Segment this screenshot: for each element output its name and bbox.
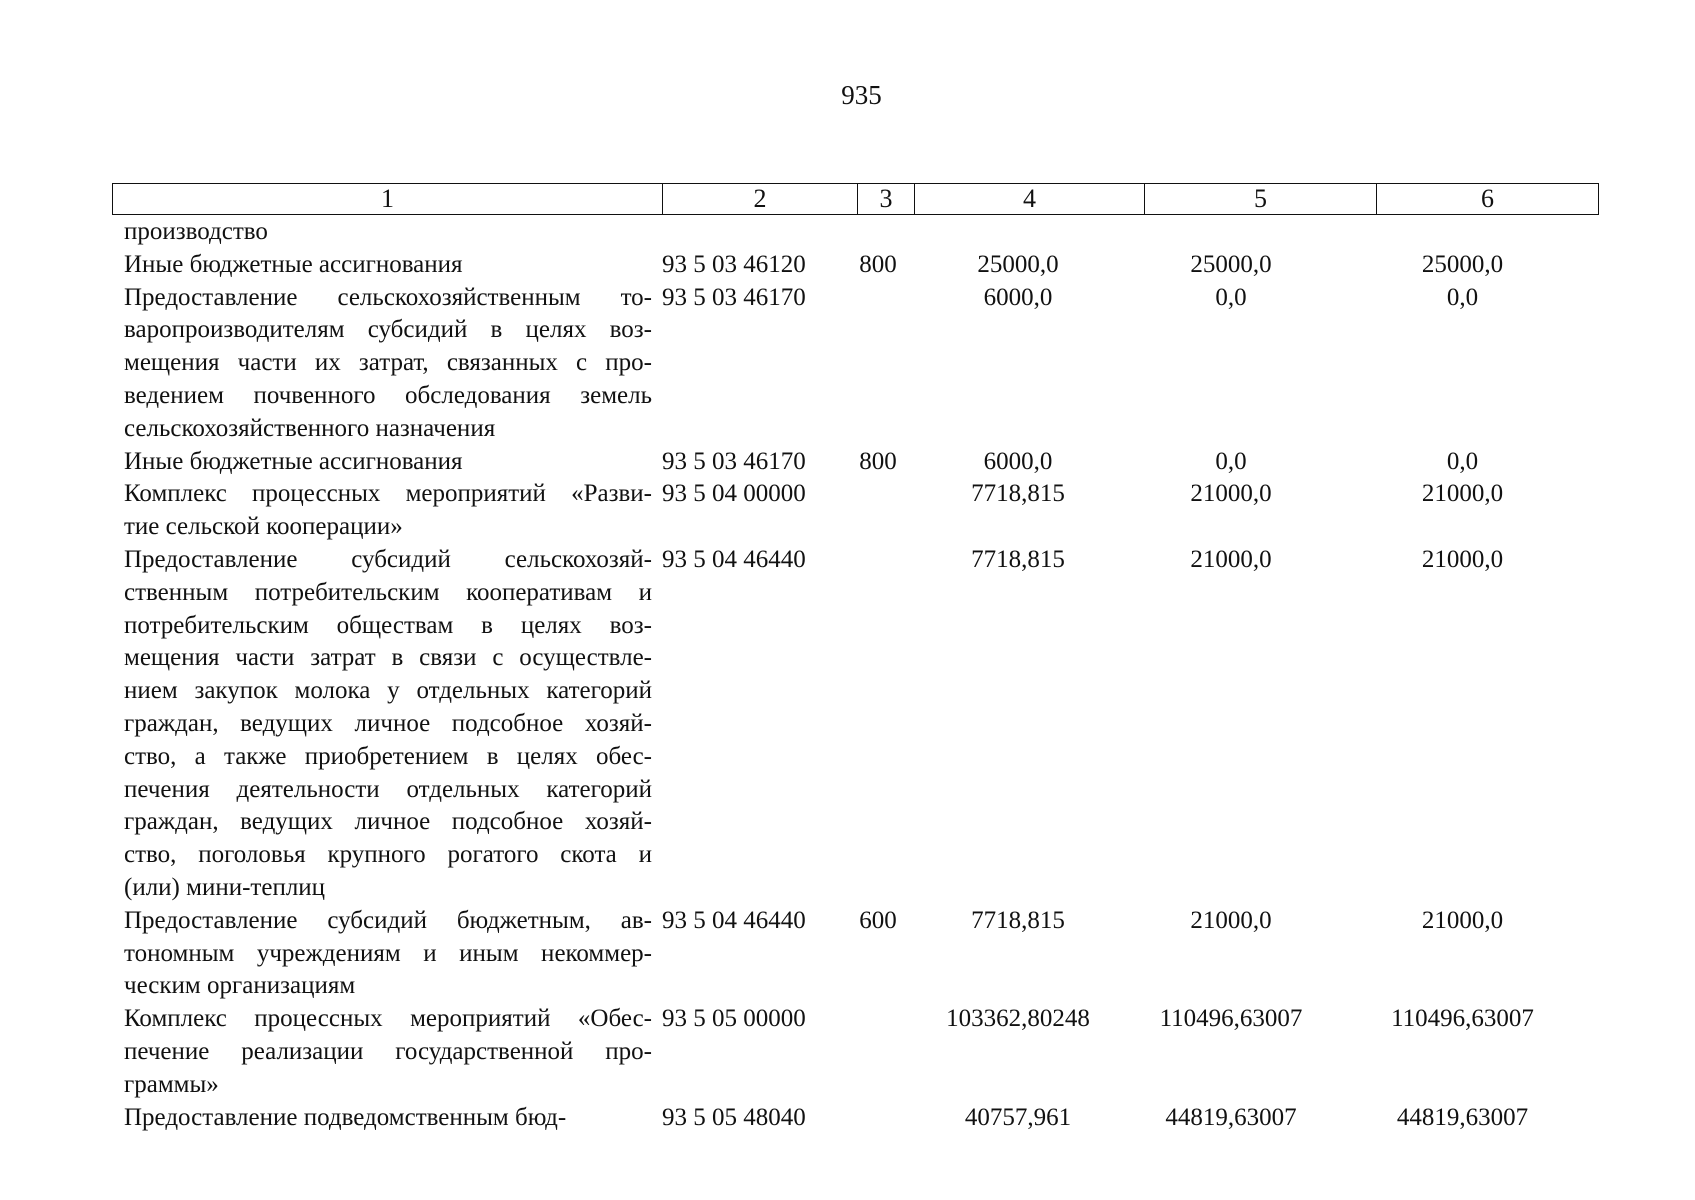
column-header-5: 5 xyxy=(1145,184,1377,215)
row-code: 93 5 03 46170 xyxy=(662,283,806,311)
description-line: граждан, ведущих личное подсобное хозяй- xyxy=(124,808,652,836)
row-value-col5: 21000,0 xyxy=(1190,480,1272,508)
row-value-col6: 21000,0 xyxy=(1421,545,1504,573)
description-line: Иные бюджетные ассигнования xyxy=(124,447,463,475)
column-header-4: 4 xyxy=(915,184,1145,215)
column-header-6: 6 xyxy=(1377,184,1599,215)
row-description xyxy=(112,1102,652,1135)
description-line: производство xyxy=(124,218,268,245)
row-value-col6: 0,0 xyxy=(1446,283,1479,311)
table-row xyxy=(112,544,1598,905)
row-value-col4: 103362,80248 xyxy=(946,1005,1090,1033)
table-row xyxy=(112,216,1598,249)
row-description xyxy=(112,282,652,446)
description-line: мещения части их затрат, связанных с про- xyxy=(124,349,652,377)
column-header-row xyxy=(113,184,1599,215)
row-value-col5: 21000,0 xyxy=(1190,906,1272,934)
row-code: 93 5 04 46440 xyxy=(662,545,806,573)
row-description xyxy=(112,1003,652,1101)
budget-table-body xyxy=(112,216,1598,1134)
row-code: 93 5 05 00000 xyxy=(662,1005,806,1033)
row-value-col4: 7718,815 xyxy=(971,545,1065,573)
description-line: Комплекс процессных мероприятий «Разви- xyxy=(124,480,652,508)
table-row xyxy=(112,478,1598,544)
description-line: ческим организациям xyxy=(124,972,356,1000)
description-line: потребительским обществам в целях воз- xyxy=(124,611,652,639)
description-line: тономным учреждениям и иным некоммер- xyxy=(124,939,652,967)
description-line: (или) мини-теплиц xyxy=(124,873,326,901)
row-value-col5: 21000,0 xyxy=(1190,545,1272,573)
row-value-col4: 7718,815 xyxy=(971,906,1065,934)
description-line: Предоставление сельскохозяйственным то- xyxy=(124,283,652,311)
row-value-col6: 44819,63007 xyxy=(1396,1103,1529,1131)
row-value-col6: 21000,0 xyxy=(1421,906,1504,934)
description-line: Предоставление субсидий сельскохозяй- xyxy=(124,545,652,573)
description-line: варопроизводителям субсидий в целях воз- xyxy=(124,316,652,344)
description-line: Предоставление субсидий бюджетным, ав- xyxy=(124,906,652,934)
column-header-2: 2 xyxy=(663,184,858,215)
row-value-col6: 0,0 xyxy=(1446,447,1479,475)
description-line: граммы» xyxy=(124,1070,219,1098)
description-line: ство, поголовья крупного рогатого скота и xyxy=(124,841,652,869)
row-value-col6: 110496,63007 xyxy=(1391,1005,1534,1033)
row-code: 93 5 03 46170 xyxy=(662,447,806,475)
row-code: 93 5 04 00000 xyxy=(662,480,806,508)
row-expense-type: 800 xyxy=(859,447,897,475)
description-line: тие сельской кооперации» xyxy=(124,513,403,541)
table-row xyxy=(112,1003,1598,1101)
row-description xyxy=(112,905,652,1003)
table-row xyxy=(112,282,1598,446)
row-value-col6: 25000,0 xyxy=(1421,250,1504,278)
row-value-col5: 25000,0 xyxy=(1190,250,1272,278)
table-row xyxy=(112,905,1598,1003)
description-line: граждан, ведущих личное подсобное хозяй- xyxy=(124,709,652,737)
page-number: 935 xyxy=(841,80,882,110)
row-value-col5: 0,0 xyxy=(1215,283,1247,311)
table-row xyxy=(112,446,1598,479)
description-line: Иные бюджетные ассигнования xyxy=(124,250,463,278)
row-value-col4: 7718,815 xyxy=(971,480,1065,508)
row-value-col6: 21000,0 xyxy=(1421,480,1504,508)
description-line: Комплекс процессных мероприятий «Обес- xyxy=(124,1005,652,1033)
row-description xyxy=(112,446,652,479)
description-line: сельскохозяйственного назначения xyxy=(124,414,496,442)
row-description xyxy=(112,249,652,282)
description-line: печение реализации государственной про- xyxy=(124,1037,652,1065)
row-description xyxy=(112,478,652,544)
column-header-table xyxy=(112,183,1599,215)
row-value-col4: 6000,0 xyxy=(983,283,1053,311)
description-line: нием закупок молока у отдельных категорий xyxy=(124,677,652,705)
row-code: 93 5 05 48040 xyxy=(662,1103,806,1131)
description-line: ственным потребительским кооперативам и xyxy=(124,578,652,606)
table-row xyxy=(112,1102,1598,1135)
description-line: ведением почвенного обследования земель xyxy=(124,381,652,409)
row-description xyxy=(112,216,652,249)
row-value-col4: 6000,0 xyxy=(983,447,1053,475)
row-value-col5: 0,0 xyxy=(1215,447,1247,475)
row-value-col5: 110496,63007 xyxy=(1159,1005,1303,1033)
row-expense-type: 600 xyxy=(859,906,897,934)
table-row xyxy=(112,249,1598,282)
row-code: 93 5 04 46440 xyxy=(662,906,806,934)
description-line: ство, а также приобретением в целях обес- xyxy=(124,742,652,770)
row-expense-type: 800 xyxy=(859,250,897,278)
row-value-col4: 25000,0 xyxy=(977,250,1059,278)
row-value-col4: 40757,961 xyxy=(964,1103,1072,1131)
row-description xyxy=(112,544,652,905)
row-code: 93 5 03 46120 xyxy=(662,250,806,278)
column-header-1: 1 xyxy=(113,184,663,215)
row-value-col5: 44819,63007 xyxy=(1165,1103,1297,1131)
description-line: печения деятельности отдельных категорий xyxy=(124,775,652,803)
description-line: мещения части затрат в связи с осуществле- xyxy=(124,644,652,672)
description-line: Предоставление подведомственным бюд- xyxy=(124,1103,567,1131)
column-header-3: 3 xyxy=(858,184,915,215)
